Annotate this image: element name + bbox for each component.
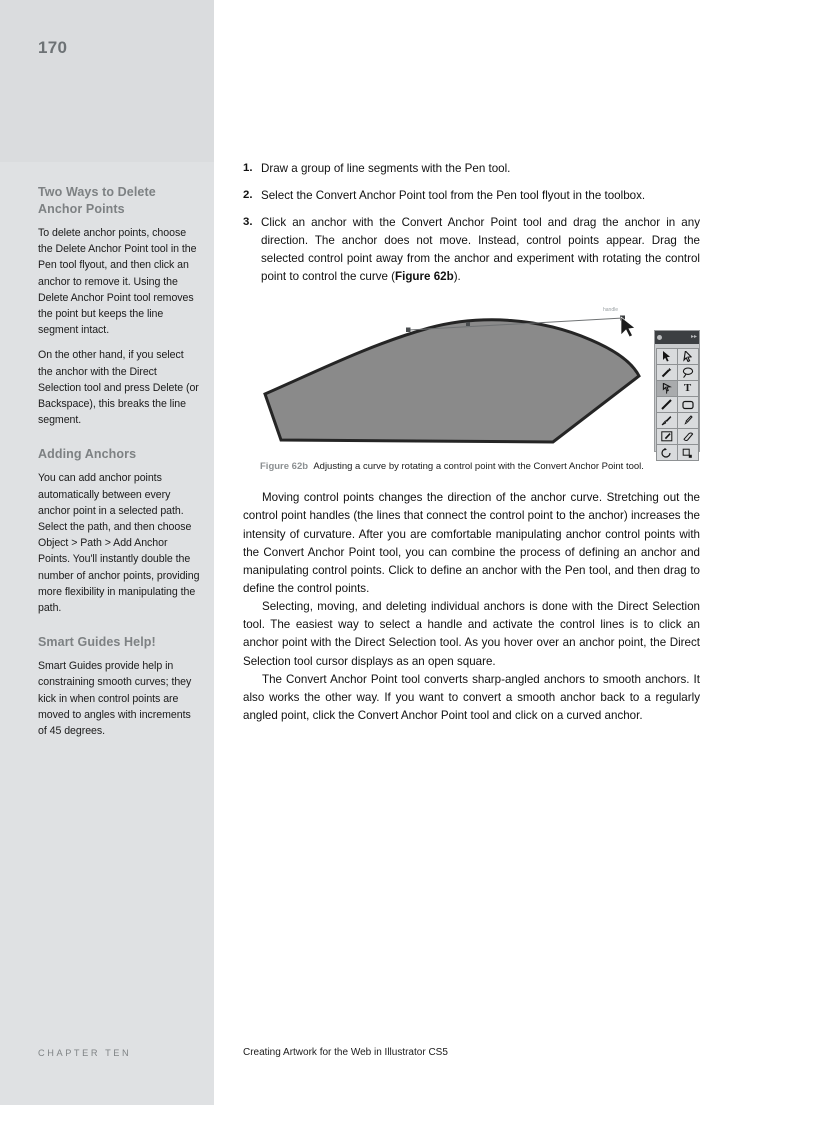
- figure-caption-number: Figure 62b: [260, 460, 309, 472]
- list-item: [243, 160, 700, 178]
- paintbrush-tool-icon[interactable]: [656, 412, 678, 429]
- figure-reference: Figure 62b: [395, 269, 454, 283]
- blob-brush-tool-icon[interactable]: [656, 428, 678, 445]
- eraser-tool-icon[interactable]: [677, 428, 699, 445]
- toolbox-tool-grid: [655, 349, 699, 461]
- pencil-tool-icon[interactable]: [677, 412, 699, 429]
- list-item: [243, 214, 700, 286]
- sidebar-paragraph: Smart Guides provide help in constraining smooth curves; they kick in when control points are moved to angles with increments of 45 degrees.: [38, 660, 192, 738]
- shape-fill: [265, 320, 639, 442]
- type-tool-icon[interactable]: T: [677, 380, 699, 397]
- collapse-icon[interactable]: ▸▸: [690, 334, 697, 341]
- lasso-tool-icon[interactable]: [677, 364, 699, 381]
- sidebar-paragraph: On the other hand, if you select the anchor with the Direct Selection tool and press Delete (or Backspace), this breaks the line segment.: [38, 349, 199, 427]
- body-paragraph: The Convert Anchor Point tool converts sharp-angled anchors to smooth anchors. It also works the other way. If you want to convert a smooth anchor back to a regularly angled point, click the Convert Anchor Point tool and click on a curved anchor.: [243, 672, 700, 722]
- sidebar-heading-two-ways-to-delete-anchor-points: Two Ways to Delete Anchor Points: [38, 185, 156, 216]
- toolbox-titlebar[interactable]: [655, 331, 699, 344]
- anchor-point: [406, 327, 411, 332]
- anchor-point: [466, 322, 470, 326]
- sidebar-background-top: [0, 0, 214, 162]
- vector-shape-illustration: [251, 302, 656, 454]
- handle-label: handle: [603, 306, 619, 313]
- step-text-before: Click an anchor with the Convert Anchor Point tool and drag the anchor in any direction. The anchor does not move. Instead, control points appear. Drag the selected control point away from the anchor and experiment with rotating the control point to control the curve (: [261, 215, 700, 283]
- step-text-after: ).: [453, 269, 461, 283]
- step-number: 3.: [243, 215, 253, 228]
- direct-selection-tool-icon[interactable]: [677, 348, 699, 365]
- body-paragraph: Selecting, moving, and deleting individual anchors is done with the Direct Selection tool. The easiest way to select a handle and activate the control lines is to click an anchor point with the Direct Selection tool. As you hover over an anchor point, the Direct Selection tool cursor displays as an open square.: [243, 600, 700, 668]
- sidebar-paragraph: You can add anchor points automatically between every anchor point in a selected path. Select the path, and then choose Object > Path > Add Anchor Points. You'll instantly double the number of anchor points, providing more flexibility in manipulating the path.: [38, 472, 200, 615]
- main-content: [243, 160, 700, 725]
- rectangle-tool-icon[interactable]: [677, 396, 699, 413]
- magic-wand-tool-icon[interactable]: [656, 364, 678, 381]
- line-segment-tool-icon[interactable]: [656, 396, 678, 413]
- rotate-tool-icon[interactable]: [656, 444, 678, 461]
- scale-tool-icon[interactable]: [677, 444, 699, 461]
- step-text: Select the Convert Anchor Point tool from the Pen tool flyout in the toolbox.: [261, 188, 646, 202]
- sidebar-heading-smart-guides-help: Smart Guides Help!: [38, 635, 156, 650]
- step-number: 1.: [243, 162, 253, 174]
- figure-caption-text: Adjusting a curve by rotating a control point with the Convert Anchor Point tool.: [313, 460, 644, 472]
- step-text: Draw a group of line segments with the Pen tool.: [261, 162, 511, 175]
- footer-chapter-label: CHAPTER TEN: [38, 1048, 132, 1058]
- cursor-arrow-icon: [621, 317, 635, 337]
- figure-caption: [243, 460, 700, 473]
- numbered-step-list: [243, 160, 700, 286]
- illustrator-toolbox-palette[interactable]: [654, 330, 700, 452]
- list-item: [243, 187, 700, 205]
- footer-running-head: Creating Artwork for the Web in Illustrator CS5: [243, 1047, 448, 1058]
- pen-tool-icon[interactable]: [656, 380, 678, 397]
- body-paragraph: Moving control points changes the direction of the anchor curve. Stretching out the control point handles (the lines that connect the control point to the anchor) increases the intensity of curvature. After you are comfortable manipulating anchor control points with the Convert Anchor Point tool, you can combine the process of defining an anchor and manipulating control points. Click to define an anchor with the Pen tool, and then drag to define the control points.: [243, 491, 700, 595]
- sidebar: [38, 184, 200, 748]
- figure-62b: [243, 302, 700, 454]
- close-icon[interactable]: [657, 335, 662, 340]
- figure-image: [251, 302, 700, 454]
- selection-tool-icon[interactable]: [656, 348, 678, 365]
- sidebar-heading-adding-anchors: Adding Anchors: [38, 447, 137, 462]
- sidebar-paragraph: To delete anchor points, choose the Delete Anchor Point tool in the Pen tool flyout, and then click an anchor to remove it. Using the Delete Anchor Point tool removes the point but keeps the line segment intact.: [38, 227, 197, 337]
- step-number: 2.: [243, 188, 253, 201]
- page-number: 170: [38, 38, 68, 57]
